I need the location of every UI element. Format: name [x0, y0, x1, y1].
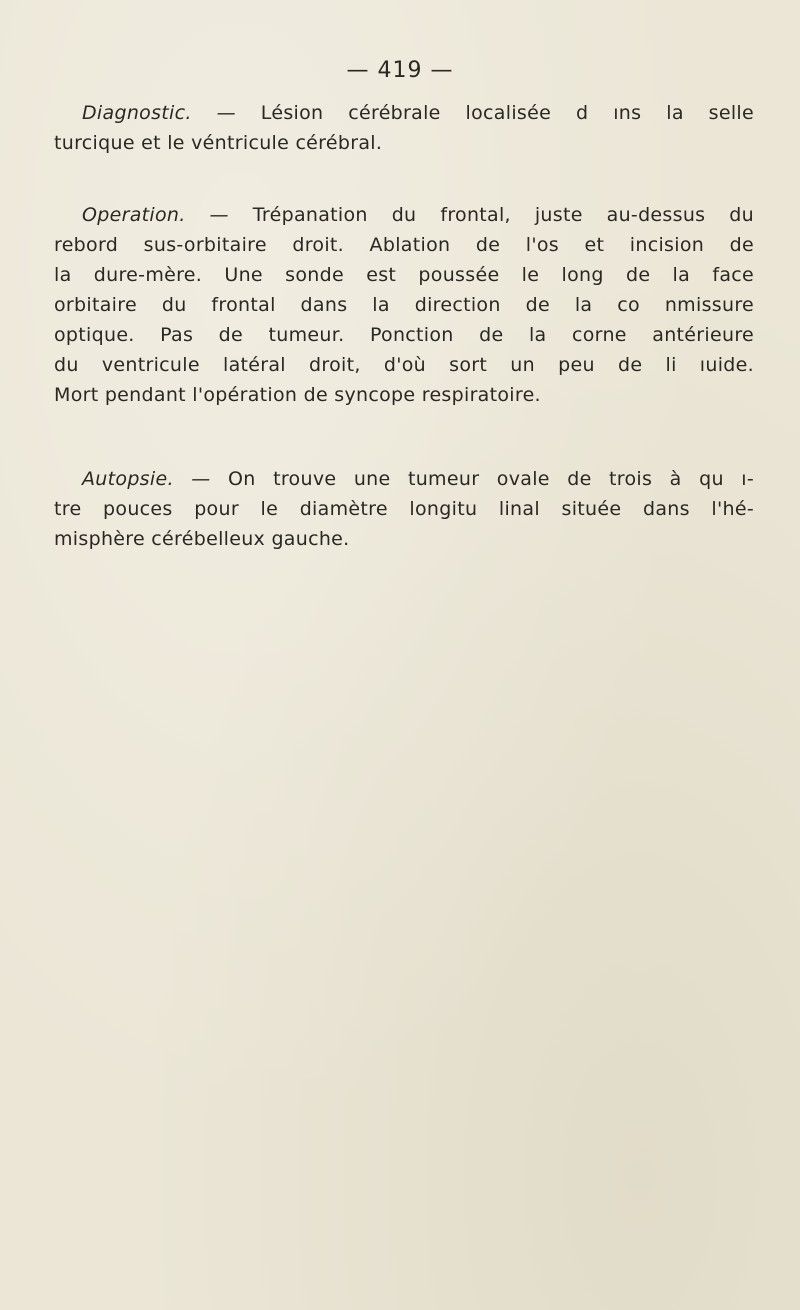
line-text: On trouve une tumeur ovale de trois à qu ı-: [210, 468, 755, 490]
page-number: — 419 —: [346, 58, 454, 83]
paragraph-line: du ventricule latéral droit, d'où sort un peu de li ıuide.: [54, 354, 754, 376]
paragraph-line: [54, 464, 754, 494]
paragraph-line: rebord sus-orbitaire droit. Ablation de l'os et incision de: [54, 234, 754, 256]
paragraph-line: la dure-mère. Une sonde est poussée le long de la face: [54, 264, 754, 286]
section-heading: Autopsie. —: [82, 468, 211, 490]
paragraph-line: Mort pendant l'opération de syncope respiratoire.: [54, 384, 541, 406]
paragraph-line: misphère cérébelleux gauche.: [54, 528, 350, 550]
paragraph-line: tre pouces pour le diamètre longitu linal située dans l'hé-: [54, 498, 754, 520]
paragraph-line: [54, 98, 754, 128]
line-text: Trépanation du frontal, juste au-dessus du: [228, 204, 755, 226]
paragraph-line: optique. Pas de tumeur. Ponction de la corne antérieure: [54, 324, 754, 346]
paragraph-line: turcique et le véntricule cérébral.: [54, 132, 383, 154]
operation-paragraph: [54, 200, 754, 410]
line-text: Lésion cérébrale localisée d ıns la selle: [235, 102, 754, 124]
section-heading: Operation. —: [82, 204, 229, 226]
section-heading: Diagnostic. —: [82, 102, 236, 124]
paragraph-line: orbitaire du frontal dans la direction de la co nmissure: [54, 294, 754, 316]
diagnostic-paragraph: [54, 98, 754, 158]
autopsie-paragraph: [54, 464, 754, 554]
paragraph-line: [54, 200, 754, 230]
